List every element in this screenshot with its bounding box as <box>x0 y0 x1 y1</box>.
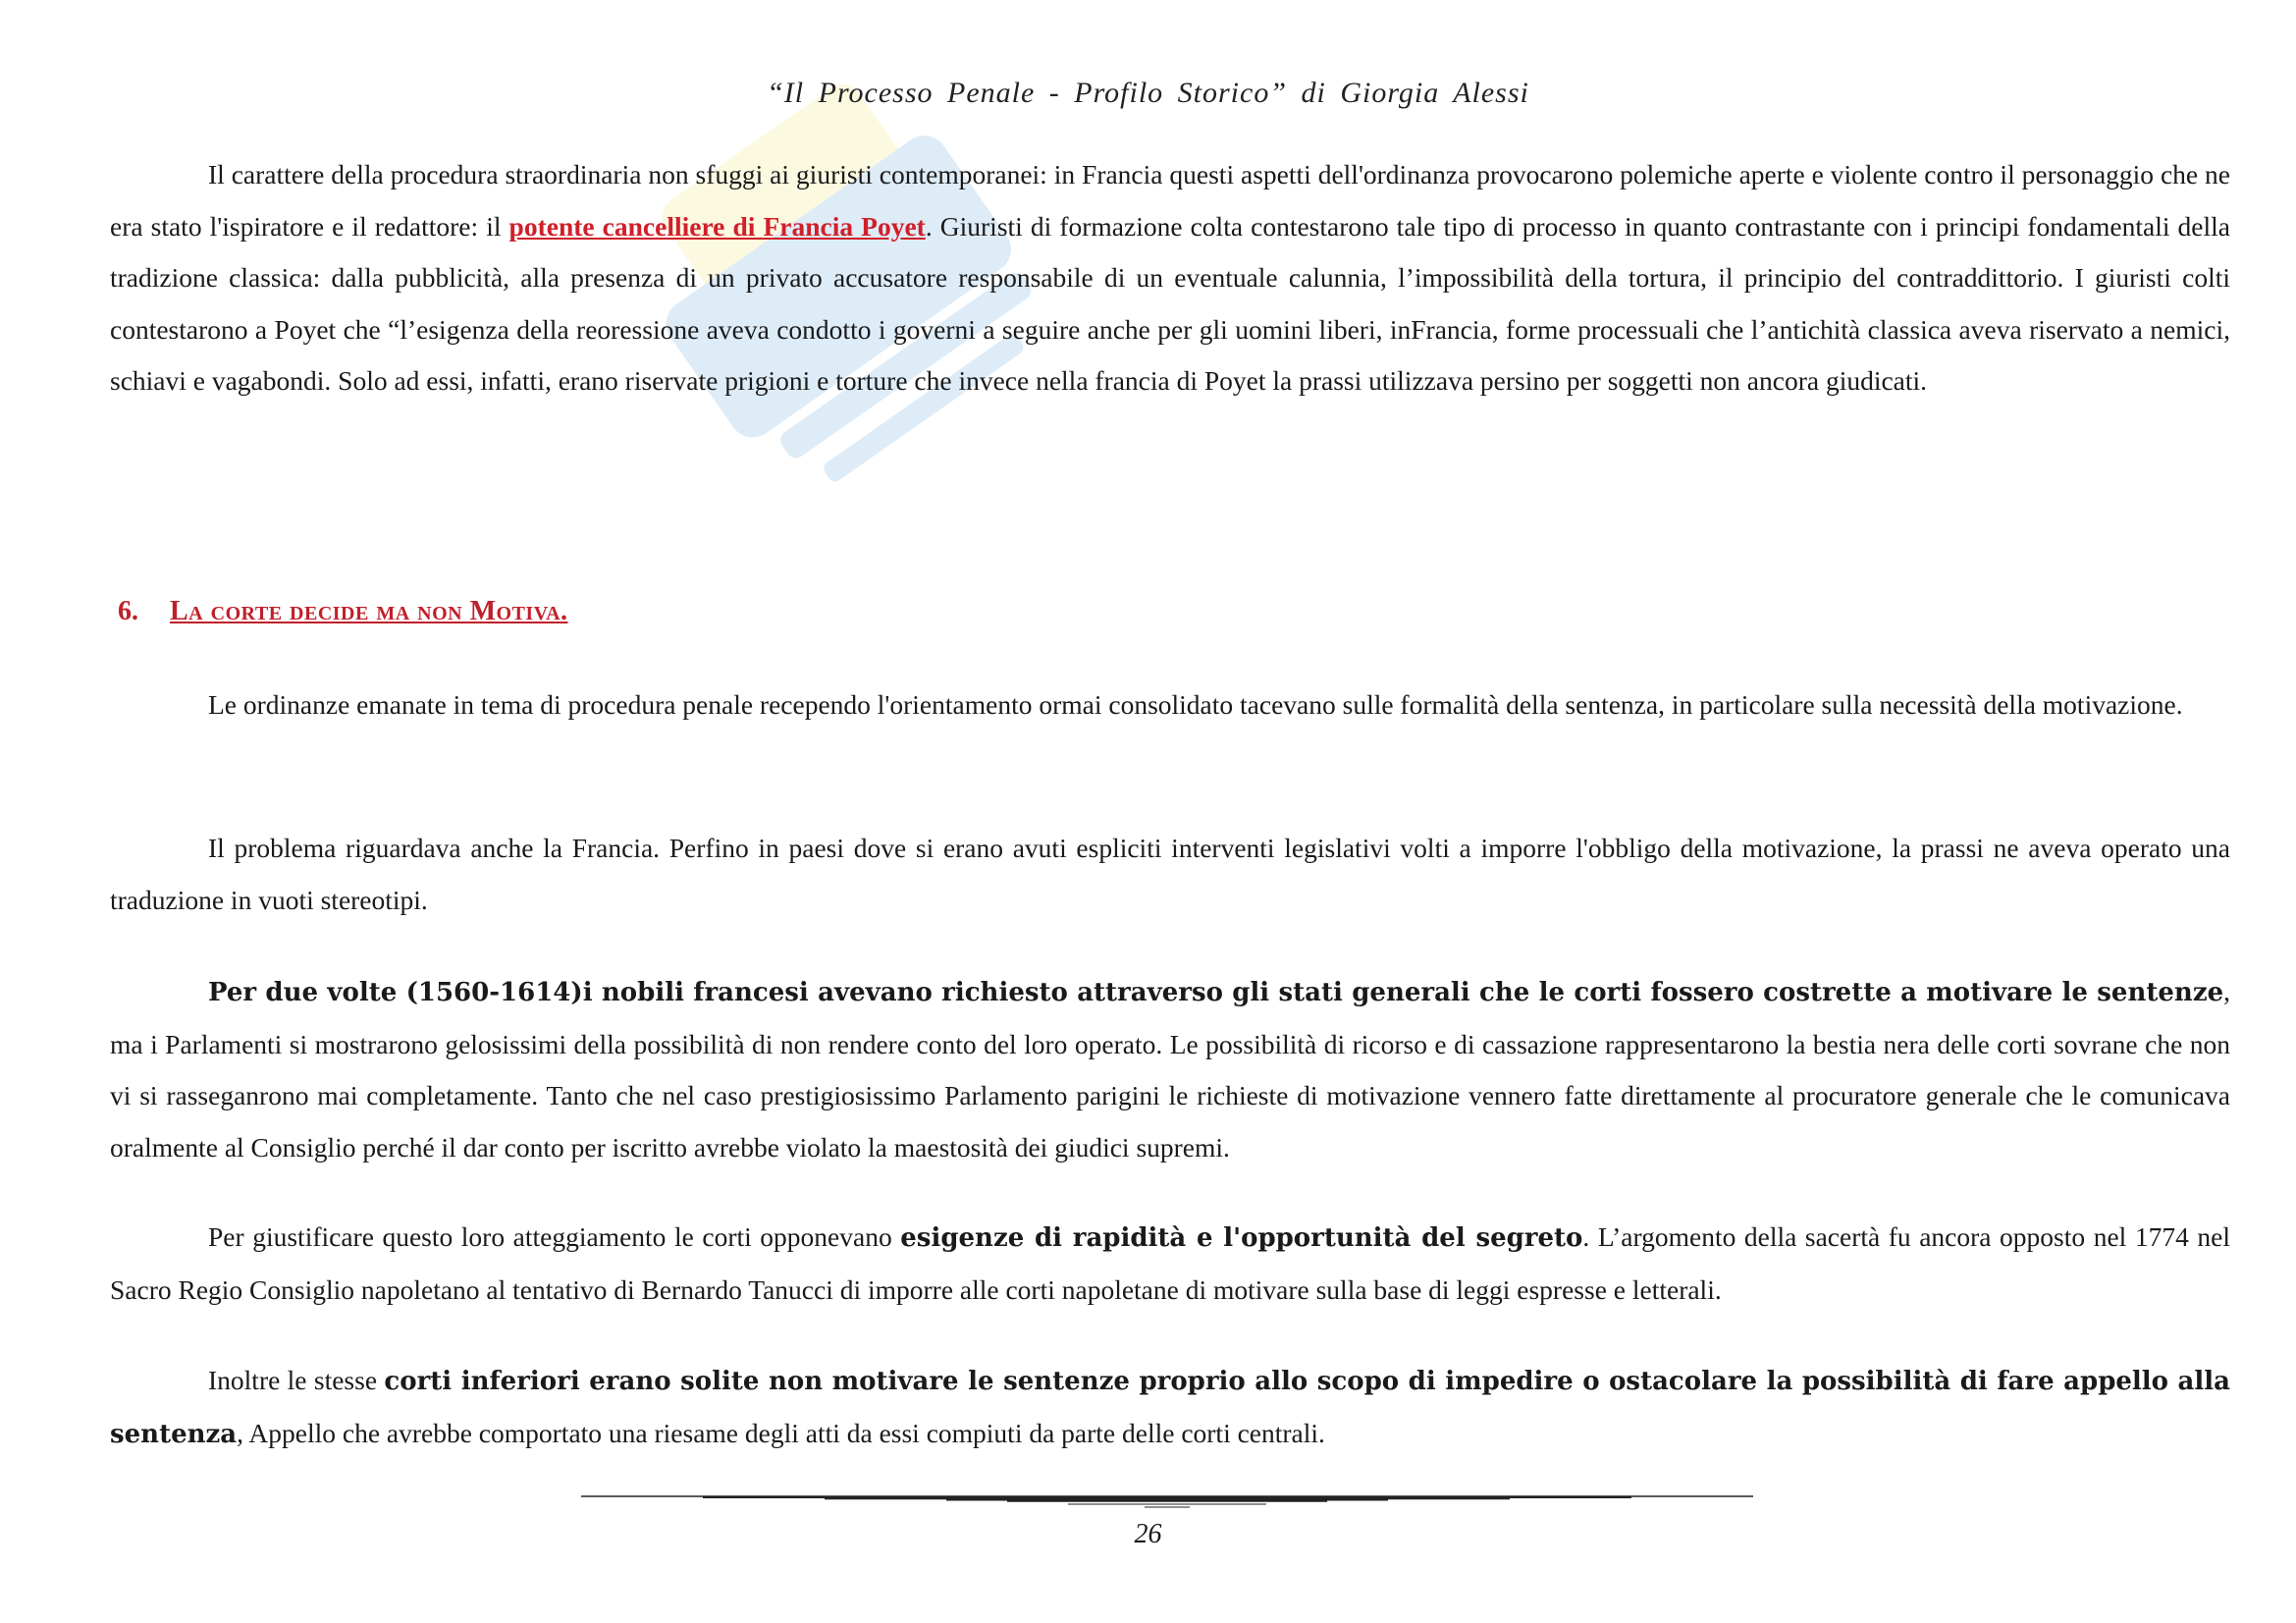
paragraph-5-text-start: Per giustificare questo loro atteggiamento le corti opponevano <box>208 1221 901 1252</box>
section-number: 6. <box>118 596 138 626</box>
paragraph-5 <box>110 1212 2230 1316</box>
paragraph-6-text-start: Inoltre le stesse <box>208 1365 385 1395</box>
section-title: La corte decide ma non Motiva. <box>170 596 568 626</box>
paragraph-6-text-end: , Appello che avrebbe comportato una riesame degli atti da essi compiuti da parte delle corti centrali. <box>237 1417 1325 1448</box>
paragraph-4-bold: Per due volte (1560-1614)i nobili francesi avevano richiesto attraverso gli stati generali che le corti fossero costrette a motivare le sentenze <box>208 978 2224 1007</box>
footer-divider <box>0 1492 2296 1512</box>
poyet-link[interactable]: potente cancelliere di Francia Poyet <box>508 210 926 242</box>
paragraph-4-text: , ma i Parlamenti si mostrarono gelosissimi della possibilità di non rendere conto del loro operato. Le possibilità di ricorso e di cassazione rappresentarono la bestia nera delle corti sovrane che non vi si rasseganrono mai completamente. Tanto che nel caso prestigiosissimo Parlamento parigini le richieste di motivazione vennero fatte direttamente al procuratore generale che le comunicava oralmente al Consiglio perché il dar conto per iscritto avrebbe violato la maestosità dei giudici supremi. <box>110 976 2230 1163</box>
paragraph-3-text: Il problema riguardava anche la Francia. Perfino in paesi dove si erano avuti espliciti interventi legislativi volti a imporre l'obbligo della motivazione, la prassi ne aveva operato una traduzione in vuoti stereotipi. <box>110 833 2230 915</box>
paragraph-3 <box>110 823 2230 926</box>
paragraph-4 <box>110 966 2230 1173</box>
paragraph-1-text-start: Il carattere della procedura straordinaria non sfuggi ai giuristi contemporanei: in Francia questi aspetti dell'ordinanza provocarono polemiche aperte e violente contro il personaggio che ne era stato l'ispiratore e il redattore: il <box>110 159 2230 242</box>
paragraph-5-text-end: . L’argomento della sacertà fu ancora opposto nel 1774 nel Sacro Regio Consiglio napoletano al tentativo di Bernardo Tanucci di imporre alle corti napoletane di motivare sulla base di leggi espresse e letterali. <box>110 1221 2230 1305</box>
section-heading <box>118 596 568 627</box>
paragraph-2 <box>110 679 2230 731</box>
paragraph-5-bold: esigenze di rapidità e l'opportunità del segreto <box>900 1223 1583 1253</box>
paragraph-2-text: Le ordinanze emanate in tema di procedura penale recependo l'orientamento ormai consolidato tacevano sulle formalità della sentenza, in particolare sulla necessità della motivazione. <box>208 689 2183 720</box>
paragraph-6 <box>110 1355 2230 1460</box>
document-header: “Il Processo Penale - Profilo Storico” di Giorgia Alessi <box>767 77 1529 109</box>
paragraph-1-text-end: . Giuristi di formazione colta contestarono tale tipo di processo in quanto contrastante con i principi fondamentali della tradizione classica: dalla pubblicità, alla presenza di un privato accusatore responsabile di un eventuale calunnia, l’impossibilità della tortura, il principio del contraddittorio. I giuristi colti contestarono a Poyet che “l’esigenza della reoressione aveva condotto i governi a seguire anche per gli uomini liberi, inFrancia, forme processuali che l’antichità classica aveva riservato a nemici, schiavi e vagabondi. Solo ad essi, infatti, erano riservate prigioni e torture che invece nella francia di Poyet la prassi utilizzava persino per soggetti non ancora giudicati. <box>110 210 2230 396</box>
paragraph-6-bold: corti inferiori erano solite non motivare le sentenze proprio allo scopo di impedire o ostacolare la possibilità di fare appello alla sentenza <box>110 1367 2230 1449</box>
paragraph-1 <box>110 149 2230 407</box>
page-number: 26 <box>1134 1519 1162 1549</box>
